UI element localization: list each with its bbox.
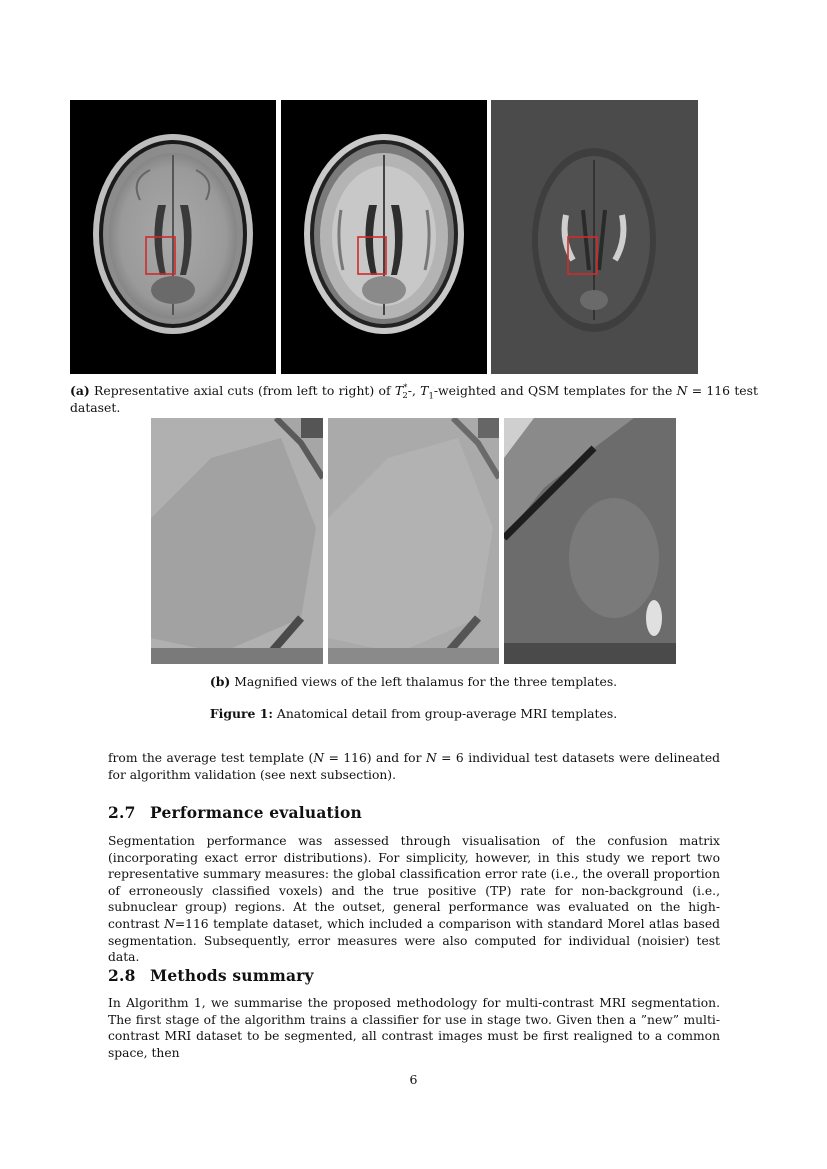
t1-zoom-image xyxy=(328,418,499,664)
t2star-axial-panel xyxy=(70,100,276,374)
subfigure-b-caption: (b) Magnified views of the left thalamus for the three templates. xyxy=(209,674,618,689)
qsm-axial-image xyxy=(491,100,698,374)
figure-caption: Figure 1: Anatomical detail from group-average MRI templates. xyxy=(209,706,618,721)
section-heading-performance-evaluation: 2.7 Performance evaluation xyxy=(108,803,363,822)
t1-zoom-panel xyxy=(328,418,499,664)
subfigure-b-label: (b) xyxy=(209,674,231,689)
qsm-zoom-image xyxy=(504,418,676,664)
subfigure-a-caption: (a) Representative axial cuts (from left to right) of $T^*_2-$, $T_1$-weighted and QSM templates for the N = 116 test dataset. xyxy=(70,382,758,415)
qsm-axial-panel xyxy=(491,100,698,374)
t1-axial-panel xyxy=(281,100,487,374)
paragraph-methods-summary: In Algorithm 1, we summarise the proposed methodology for multi-contrast MRI segmentation. The first stage of the algorithm trains a classifier for use in stage two. Given then a ”new” multi-contrast MRI dataset to be segmented, all contrast images must be first realigned to a common space, then xyxy=(108,996,720,1060)
t2star-zoom-image xyxy=(151,418,323,664)
t1-axial-image xyxy=(281,100,487,374)
subfigure-a-label: (a) xyxy=(70,383,90,398)
t2star-axial-image xyxy=(70,100,276,374)
page-number: 6 xyxy=(409,1072,418,1087)
figure-label: Figure 1: xyxy=(209,706,273,721)
paragraph-continuation: from the average test template (N = 116) and for N = 6 individual test datasets were delineated for algorithm validation (see next subsection). xyxy=(108,751,721,782)
paragraph-performance-evaluation: Segmentation performance was assessed through visualisation of the confusion matrix (incorporating exact error distributions). For simplicity, however, in this study we report two representative summary measures: the global classification error rate (i.e., the overall proportion of erroneously classified voxels) and the true positive (TP) rate for non-background (i.e., subnuclear group) regions. At the outset, general performance was evaluated on the high-contrast N=116 template dataset, which included a comparison with standard Morel atlas based segmentation. Subsequently, error measures were also computed for individual (noisier) test data. xyxy=(108,834,721,965)
section-heading-methods-summary: 2.8 Methods summary xyxy=(108,966,314,985)
t2star-zoom-panel xyxy=(151,418,323,664)
qsm-zoom-panel xyxy=(504,418,676,664)
